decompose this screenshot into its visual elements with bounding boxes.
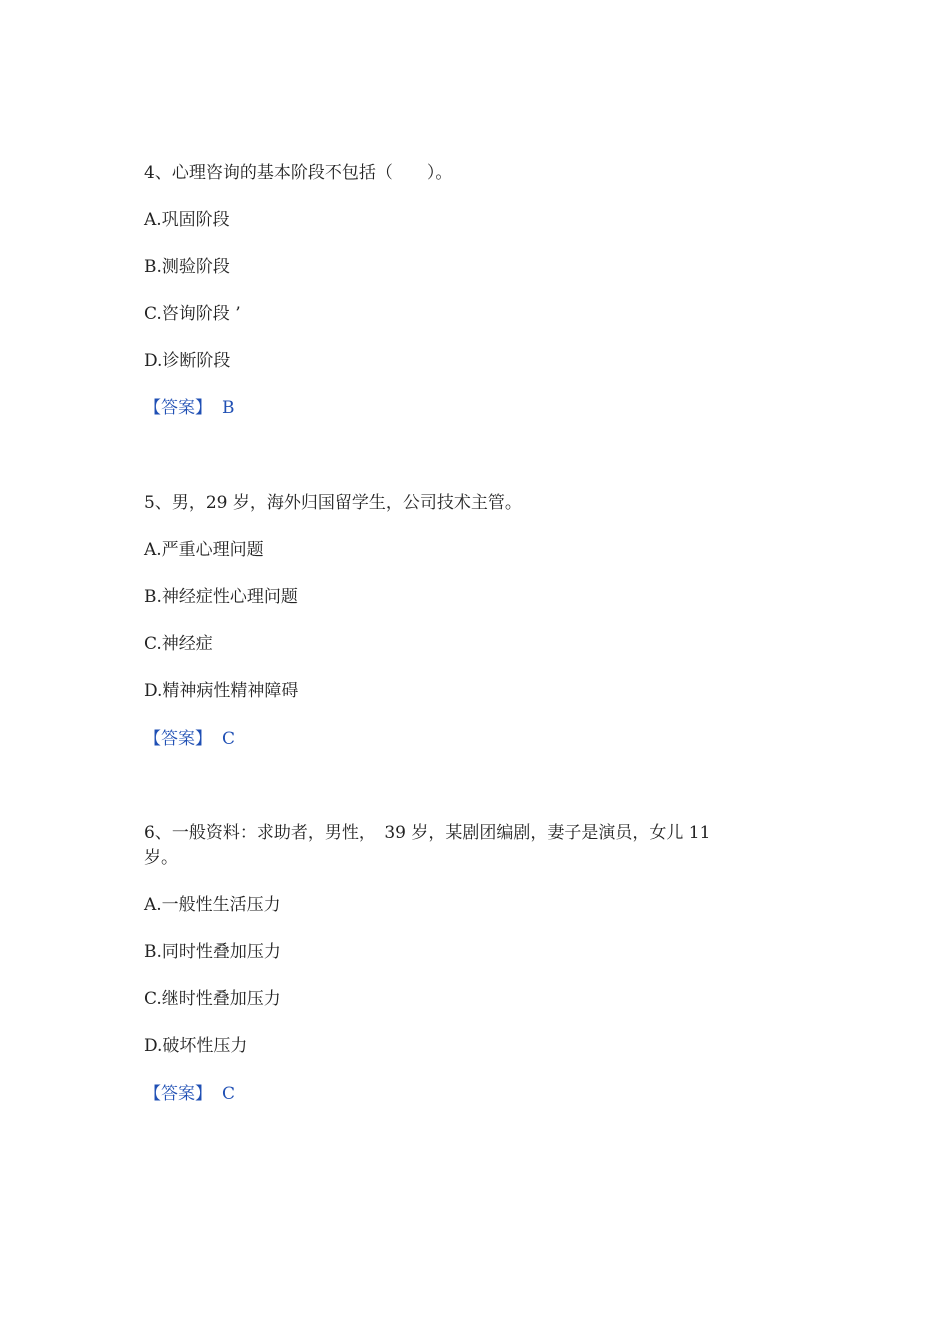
question-6-option-a: A.一般性生活压力 xyxy=(144,895,281,915)
question-6-option-b: B.同时性叠加压力 xyxy=(144,942,281,962)
answer-label: 【答案】 xyxy=(144,398,212,418)
answer-value: C xyxy=(222,729,236,749)
question-6-option-c: C.继时性叠加压力 xyxy=(144,989,281,1009)
question-5-stem: 5、男，29 岁，海外归国留学生，公司技术主管。 xyxy=(144,493,522,513)
question-6-answer xyxy=(144,1082,235,1106)
question-4-stem: 4、心理咨询的基本阶段不包括（ ）。 xyxy=(144,163,453,183)
question-6-stem-line-1: 6、一般资料：求助者，男性， 39 岁，某剧团编剧，妻子是演员，女儿 11 xyxy=(144,823,711,843)
answer-label: 【答案】 xyxy=(144,729,212,749)
question-4-option-a: A.巩固阶段 xyxy=(144,210,230,230)
question-4-option-b: B.测验阶段 xyxy=(144,257,230,277)
question-4-option-c: C.咨询阶段 ’ xyxy=(144,304,241,324)
question-6-stem-line-2: 岁。 xyxy=(144,848,178,868)
answer-value: B xyxy=(222,398,235,418)
question-5-option-c: C.神经症 xyxy=(144,634,213,654)
question-5-option-a: A.严重心理问题 xyxy=(144,540,264,560)
question-6-option-d: D.破坏性压力 xyxy=(144,1036,248,1056)
question-5-option-d: D.精神病性精神障碍 xyxy=(144,681,299,701)
answer-value: C xyxy=(222,1084,236,1104)
question-5-option-b: B.神经症性心理问题 xyxy=(144,587,298,607)
question-4-option-d: D.诊断阶段 xyxy=(144,351,231,371)
question-4-answer xyxy=(144,396,235,420)
question-5-answer xyxy=(144,727,235,751)
answer-label: 【答案】 xyxy=(144,1084,212,1104)
